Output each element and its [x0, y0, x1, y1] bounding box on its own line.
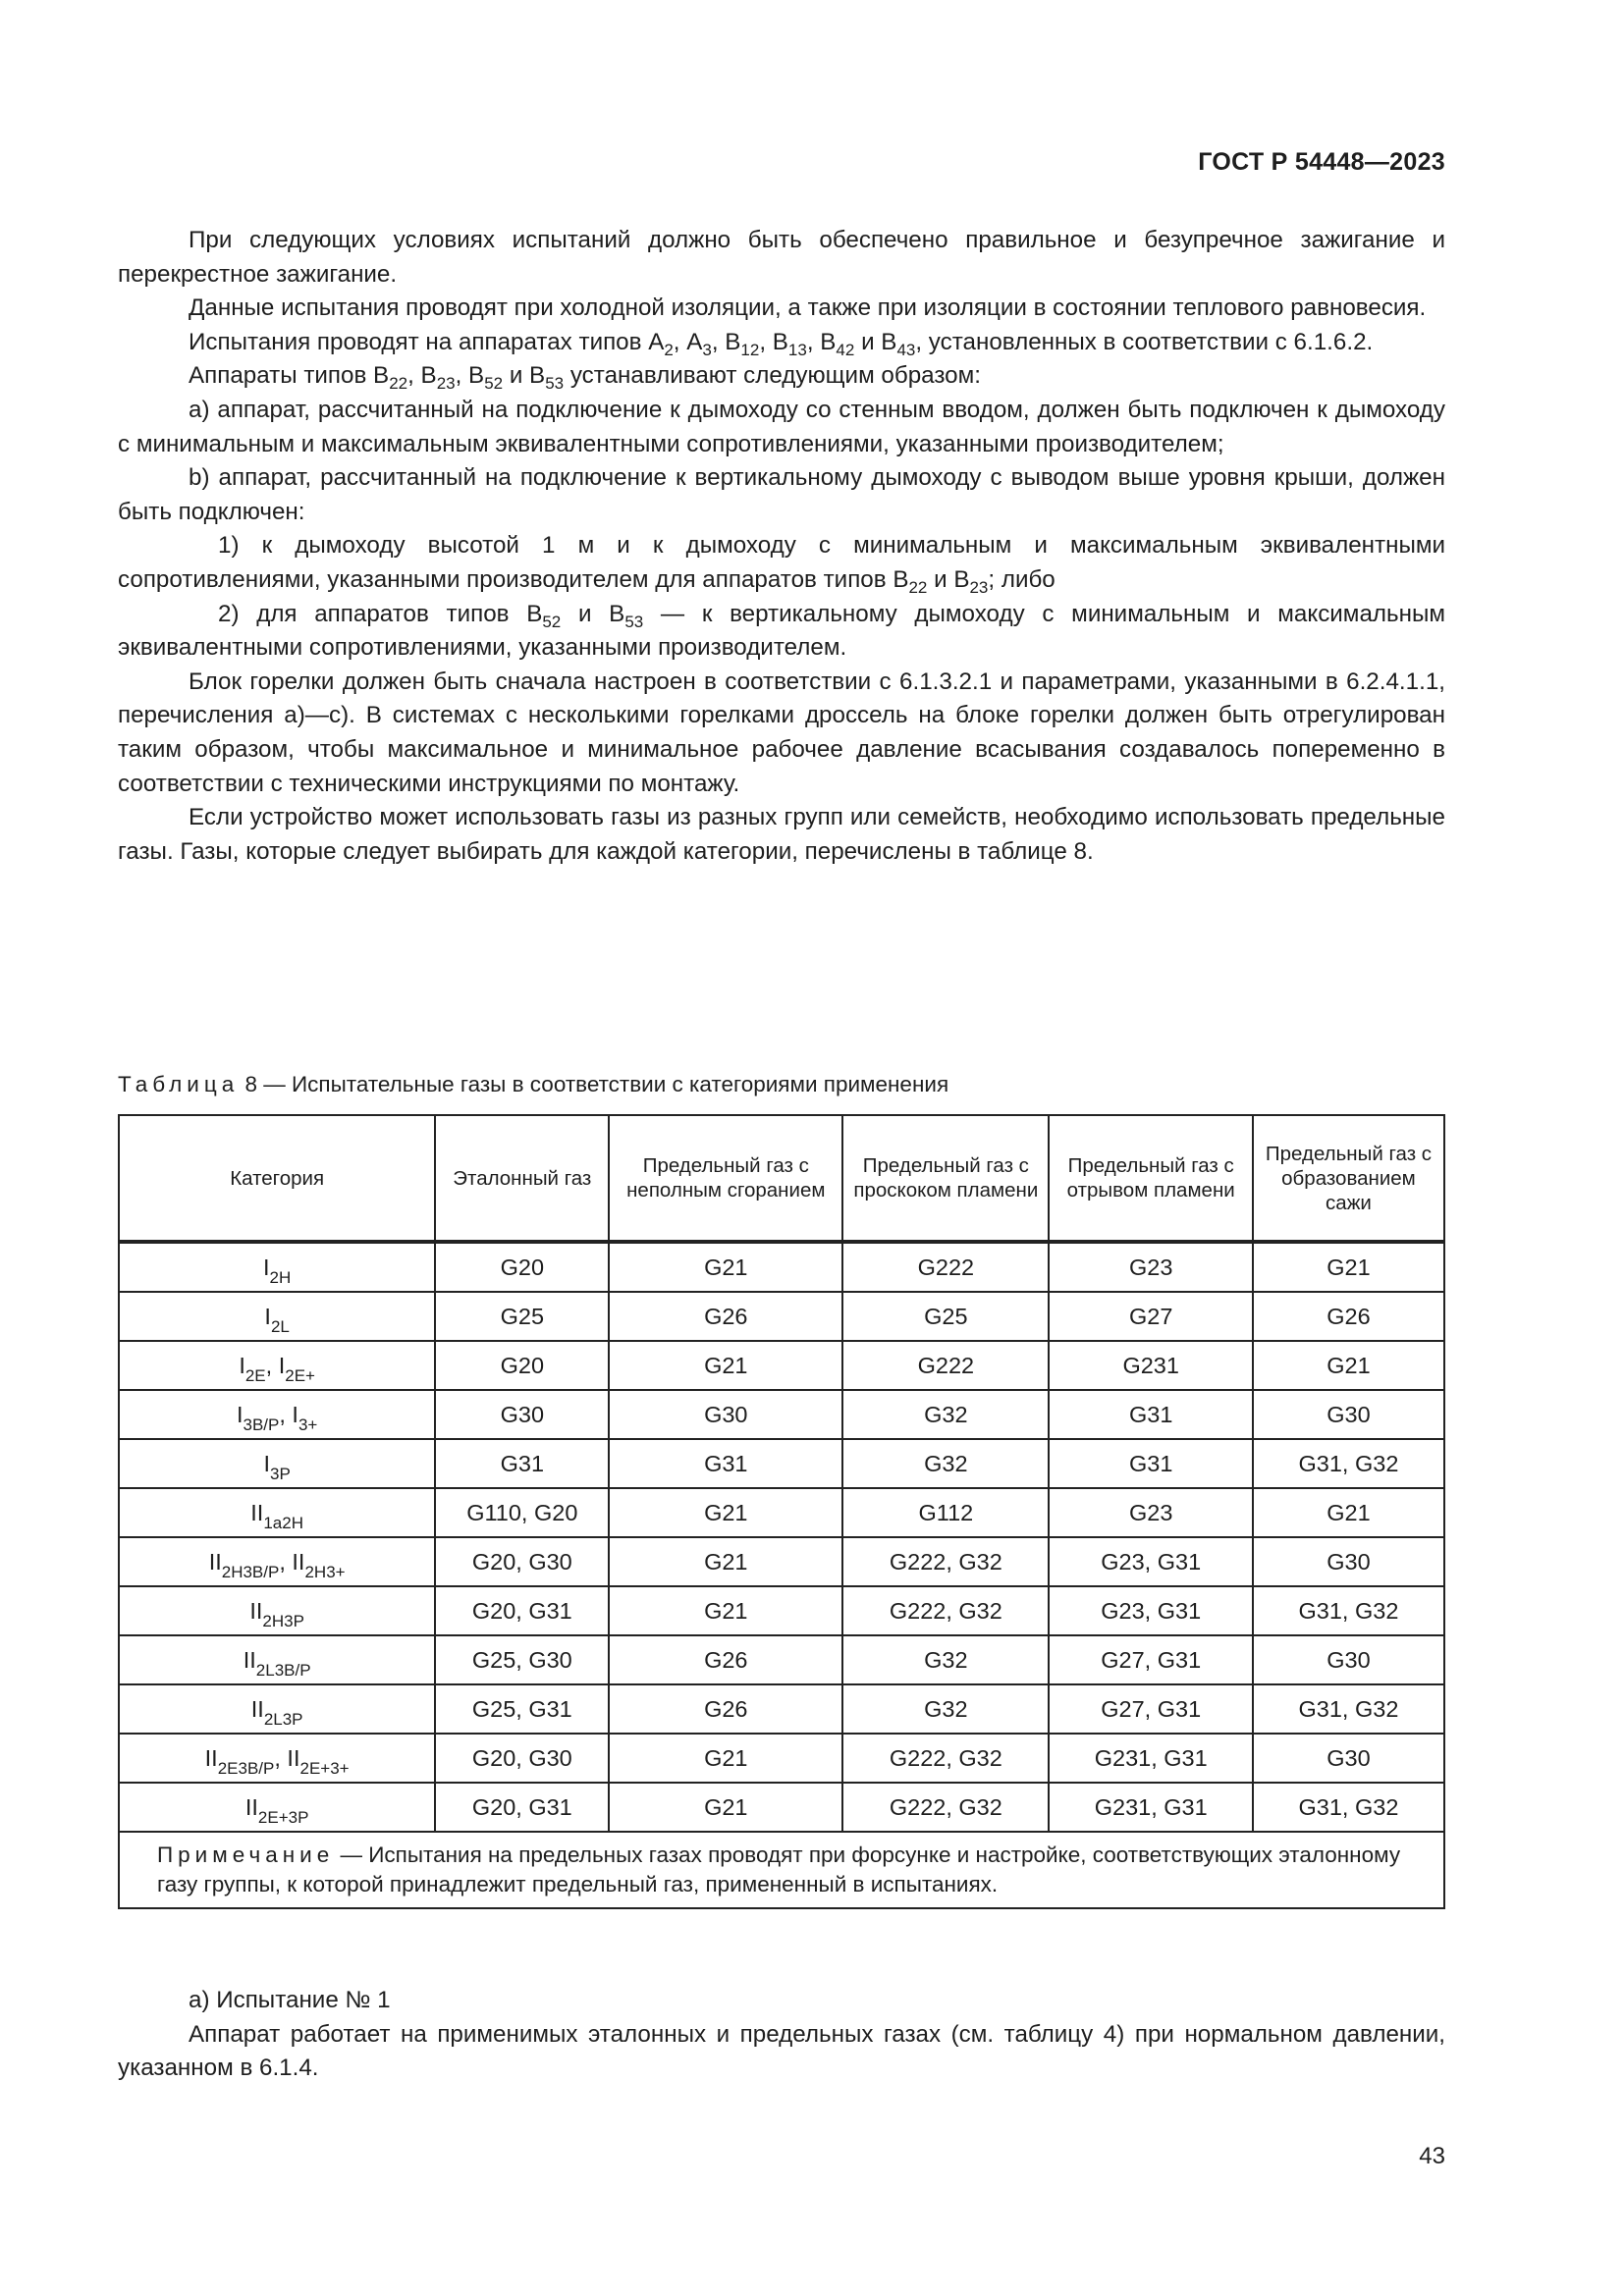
column-header: Эталонный газ — [435, 1115, 609, 1242]
category-cell: $I_{3P}$ — [119, 1439, 435, 1488]
gas-cell: G31 — [1049, 1439, 1252, 1488]
table-row — [119, 1635, 1444, 1684]
page-number: 43 — [1419, 2143, 1445, 2169]
table-row — [119, 1341, 1444, 1390]
gas-cell: G32 — [842, 1684, 1049, 1734]
table-row — [119, 1439, 1444, 1488]
paragraph: Аппараты типов $В_{22}$, $В_{23}$, $В_{52}$ и $В_{53}$ устанавливают следующим образом: — [189, 362, 981, 394]
gas-cell: G30 — [1253, 1635, 1444, 1684]
table-row — [119, 1488, 1444, 1537]
gas-cell: G231 — [1049, 1341, 1252, 1390]
table-row — [119, 1537, 1444, 1586]
gas-cell: G26 — [609, 1292, 842, 1341]
gas-cell: G222, G32 — [842, 1783, 1049, 1832]
gas-cell: G20, G30 — [435, 1734, 609, 1783]
paragraph: Блок горелки должен быть сначала настроен в соответствии с 6.1.3.2.1 и параметрами, указанными в 6.2.4.1.1, перечисления а)—с). В системах с несколькими горелками дроссель на блоке горелки должен быть отрегулирован таким образом, чтобы максимальное и минимальное рабочее давление всасывания создавалось попеременно в соответствии с техническими инструкциями по монтажу. — [118, 667, 1445, 797]
gas-cell: G20, G31 — [435, 1783, 609, 1832]
paragraph: Испытания проводят на аппаратах типов $А_2$, $А_3$, $В_{12}$, $В_{13}$, $В_{42}$ и $В_{43}$, установленных в соответствии с 6.1.6.2. — [189, 328, 1374, 359]
gas-cell: G31 — [1049, 1390, 1252, 1439]
category-cell: $I_{2L}$ — [119, 1292, 435, 1341]
gas-cell: G25 — [842, 1292, 1049, 1341]
gas-cell: G231, G31 — [1049, 1783, 1252, 1832]
table-row — [119, 1684, 1444, 1734]
table-row — [119, 1783, 1444, 1832]
gas-cell: G31, G32 — [1253, 1439, 1444, 1488]
gas-cell: G31 — [435, 1439, 609, 1488]
gas-cell: G222, G32 — [842, 1734, 1049, 1783]
gas-cell: G21 — [609, 1734, 842, 1783]
paragraph: Если устройство может использовать газы из разных групп или семейств, необходимо использовать предельные газы. Газы, которые следует выбирать для каждой категории, перечислены в таблице 8. — [118, 804, 1445, 865]
paragraph: Аппарат работает на применимых эталонных и предельных газах (см. таблицу 4) при нормальном давлении, указанном в 6.1.4. — [118, 2020, 1445, 2082]
list-item: b) аппарат, рассчитанный на подключение к вертикальному дымоходу с выводом выше уровня крыши, должен быть подключен: — [118, 464, 1445, 525]
document-number: ГОСТ Р 54448—2023 — [1198, 148, 1445, 176]
list-item: 2) для аппаратов типов $В_{52}$ и $В_{53}$ — к вертикальному дымоходу с минимальным и максимальным эквивалентными сопротивлениями, указанными производителем. — [118, 600, 1445, 662]
gas-cell: G20 — [435, 1341, 609, 1390]
category-cell: $I_{2H}$ — [119, 1242, 435, 1292]
paragraph: Данные испытания проводят при холодной изоляции, а также при изоляции в состоянии теплового равновесия. — [189, 294, 1427, 322]
gas-cell: G21 — [609, 1537, 842, 1586]
gas-cell: G30 — [1253, 1390, 1444, 1439]
gas-cell: G31 — [609, 1439, 842, 1488]
table-row — [119, 1586, 1444, 1635]
category-cell: $II_{2E+3P}$ — [119, 1783, 435, 1832]
gas-cell: G21 — [1253, 1488, 1444, 1537]
gas-cell: G23, G31 — [1049, 1537, 1252, 1586]
paragraph: При следующих условиях испытаний должно быть обеспечено правильное и безупречное зажигание и перекрестное зажигание. — [118, 227, 1445, 288]
gas-cell: G222, G32 — [842, 1537, 1049, 1586]
table-header-row — [119, 1115, 1444, 1242]
body-text — [118, 224, 1445, 869]
gas-cell: G32 — [842, 1390, 1049, 1439]
table-note-row — [119, 1832, 1444, 1908]
category-cell: $II_{2L3P}$ — [119, 1684, 435, 1734]
column-header: Предельный газ с образованием сажи — [1253, 1115, 1444, 1242]
gas-cell: G31, G32 — [1253, 1783, 1444, 1832]
paragraph: а) Испытание № 1 — [189, 1987, 391, 2013]
gas-cell: G20, G30 — [435, 1537, 609, 1586]
category-cell: $I_{2E}$, $I_{2E+}$ — [119, 1341, 435, 1390]
gas-cell: G222 — [842, 1341, 1049, 1390]
table-caption: Таблица 8 — Испытательные газы в соответствии с категориями применения — [118, 1072, 949, 1096]
gas-cell: G20, G31 — [435, 1586, 609, 1635]
table-row — [119, 1390, 1444, 1439]
gas-cell: G32 — [842, 1439, 1049, 1488]
gas-cell: G23, G31 — [1049, 1586, 1252, 1635]
gas-cell: G30 — [1253, 1734, 1444, 1783]
column-header: Предельный газ с отрывом пламени — [1049, 1115, 1252, 1242]
gas-cell: G222, G32 — [842, 1586, 1049, 1635]
gas-cell: G21 — [609, 1586, 842, 1635]
table-row — [119, 1292, 1444, 1341]
gas-cell: G21 — [609, 1488, 842, 1537]
gas-cell: G30 — [435, 1390, 609, 1439]
category-cell: $II_{2H3P}$ — [119, 1586, 435, 1635]
category-cell: $II_{1a2H}$ — [119, 1488, 435, 1537]
gas-cell: G26 — [1253, 1292, 1444, 1341]
gas-cell: G21 — [1253, 1242, 1444, 1292]
gas-cell: G21 — [1253, 1341, 1444, 1390]
gas-cell: G27 — [1049, 1292, 1252, 1341]
gas-cell: G110, G20 — [435, 1488, 609, 1537]
table-row — [119, 1242, 1444, 1292]
gas-cell: G31, G32 — [1253, 1586, 1444, 1635]
gas-cell: G26 — [609, 1635, 842, 1684]
column-header: Категория — [119, 1115, 435, 1242]
gas-cell: G30 — [609, 1390, 842, 1439]
gas-cell: G23 — [1049, 1488, 1252, 1537]
gas-cell: G32 — [842, 1635, 1049, 1684]
gas-cell: G30 — [1253, 1537, 1444, 1586]
gas-cell: G21 — [609, 1242, 842, 1292]
gas-cell: G112 — [842, 1488, 1049, 1537]
gas-cell: G25, G30 — [435, 1635, 609, 1684]
gas-cell: G21 — [609, 1783, 842, 1832]
gas-cell: G31, G32 — [1253, 1684, 1444, 1734]
table-row — [119, 1734, 1444, 1783]
table-note: Примечание — Испытания на предельных газах проводят при форсунке и настройке, соответствующих эталонному газу группы, к которой принадлежит предельный газ, примененный в испытаниях. — [119, 1832, 1444, 1908]
list-item: а) аппарат, рассчитанный на подключение к дымоходу со стенным вводом, должен быть подключен к дымоходу с минимальным и максимальным эквивалентными сопротивлениями, указанными производителем; — [118, 396, 1445, 457]
category-cell: $II_{2H3B/P}$, $II_{2H3+}$ — [119, 1537, 435, 1586]
column-header: Предельный газ с неполным сгоранием — [609, 1115, 842, 1242]
gas-cell: G23 — [1049, 1242, 1252, 1292]
gas-cell: G26 — [609, 1684, 842, 1734]
gas-cell: G25, G31 — [435, 1684, 609, 1734]
body-text-continued — [118, 1984, 1445, 2086]
category-cell: $II_{2L3B/P}$ — [119, 1635, 435, 1684]
gas-cell: G27, G31 — [1049, 1635, 1252, 1684]
gas-cell: G21 — [609, 1341, 842, 1390]
list-item: 1) к дымоходу высотой 1 м и к дымоходу с минимальным и максимальным эквивалентными сопротивлениями, указанными производителем для аппаратов типов $В_{22}$ и $В_{23}$; либо — [118, 532, 1445, 597]
gas-cell: G25 — [435, 1292, 609, 1341]
column-header: Предельный газ с проскоком пламени — [842, 1115, 1049, 1242]
gas-cell: G20 — [435, 1242, 609, 1292]
category-cell: $II_{2E3B/P}$, $II_{2E+3+}$ — [119, 1734, 435, 1783]
category-cell: $I_{3B/P}$, $I_{3+}$ — [119, 1390, 435, 1439]
gas-cell: G231, G31 — [1049, 1734, 1252, 1783]
gas-cell: G27, G31 — [1049, 1684, 1252, 1734]
test-gases-table — [118, 1114, 1445, 1909]
gas-cell: G222 — [842, 1242, 1049, 1292]
